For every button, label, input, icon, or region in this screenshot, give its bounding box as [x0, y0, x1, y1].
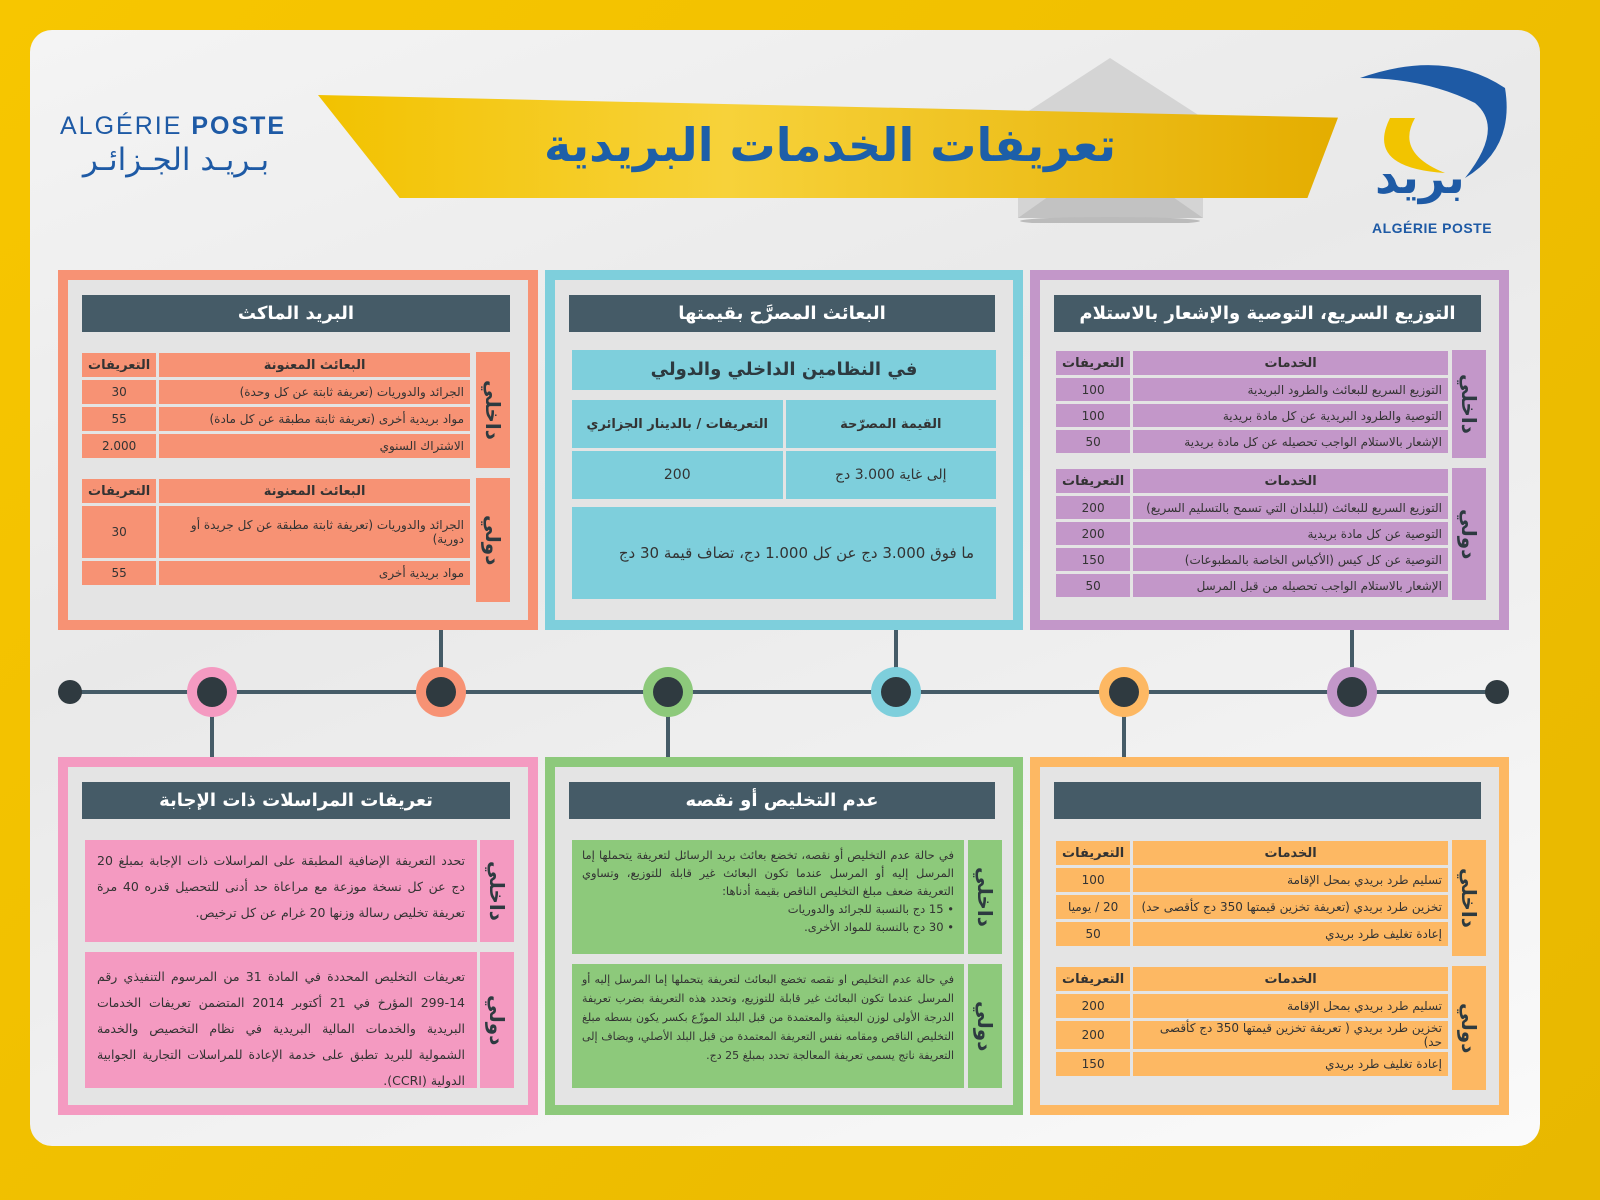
column-header-tariff: التعريفات — [1056, 351, 1130, 375]
label-domestic: داخلي — [1452, 840, 1486, 956]
tariff-cell: 20 / يوميا — [1056, 895, 1130, 919]
label-domestic: داخلي — [476, 352, 510, 468]
table-row — [1056, 868, 1448, 892]
table-row — [1056, 895, 1448, 919]
column-header-tariff: التعريفات — [82, 479, 156, 503]
tariff-cell: 50 — [1056, 922, 1130, 946]
panel-declared-value — [545, 270, 1023, 630]
timeline-node-green — [643, 667, 693, 717]
column-header-item: الخدمات — [1130, 351, 1448, 375]
tariff-table-international — [1056, 466, 1448, 600]
column-header-tariff: التعريفات — [82, 353, 156, 377]
panel-fast-delivery — [1030, 270, 1509, 630]
unpaid-domestic-text: في حالة عدم التخليص أو نقصه، تخضع بعائث بريد الرسائل لتعريفة يتحملها إما المرسل إليه أو المرسل عندما تكون البعائث غير قابلة للتوزيع، وتساوي التعريفة ضعف مبلغ التخليص الناقص بقيمة أدناها: — [582, 848, 954, 898]
service-cell: مواد بريدية أخرى — [156, 561, 470, 585]
table-row — [1056, 574, 1448, 597]
tariff-cell: 100 — [1056, 378, 1130, 401]
unpaid-item: • 15 دج بالنسبة للجرائد والدوريات — [787, 902, 954, 916]
tariff-cell: 50 — [1056, 430, 1130, 453]
panel-title: عدم التخليص أو نقصه — [569, 782, 995, 819]
label-international: دولي — [1452, 468, 1486, 600]
table-row — [1056, 1052, 1448, 1076]
label-international: دولي — [968, 964, 1002, 1088]
service-cell: إعادة تغليف طرد بريدي — [1130, 1052, 1448, 1076]
table-row — [1056, 994, 1448, 1018]
unpaid-international-text: في حالة عدم التخليص او نقصه تخضع البعائث لتعريفة يتحملها إما المرسل إليه أو المرسل عندما تكون البعائث غير قابلة للتوزيع، وتحدد هذه التعريفة بضرب تعريفة الدرجة الأولى لوزن البعيثة والمعتمدة من قبل البلد الموزّع بكسر يكون بسطه مبلغ التخليص الناقص ومقامه نفس التعريفة المعتمدة من قبل البلد الأصلي، ويضاف إلى التعريفة ناتج يسمى تعريفة المعالجة تحدد بمبلغ 25 دج. — [572, 964, 964, 1088]
algerie-poste-wordmark — [60, 112, 286, 141]
service-cell: تسليم طرد بريدي بمحل الإقامة — [1130, 868, 1448, 892]
column-header-declared-value: القيمة المصرّحة — [786, 400, 997, 448]
table-header-row — [1056, 351, 1448, 375]
tariff-cell: 200 — [572, 451, 783, 499]
panel-parcels — [1030, 757, 1509, 1115]
table-row — [1056, 404, 1448, 427]
panel-reply-mail — [58, 757, 538, 1115]
tariff-cell: 2.000 — [82, 434, 156, 458]
column-header-tariff: التعريفات — [1056, 841, 1130, 865]
table-row — [1056, 496, 1448, 519]
service-cell: تسليم طرد بريدي بمحل الإقامة — [1130, 994, 1448, 1018]
table-row — [1056, 1021, 1448, 1049]
table-row — [1056, 430, 1448, 453]
service-cell: مواد بريدية أخرى (تعريفة ثابتة مطبقة عن كل مادة) — [156, 407, 470, 431]
tariff-cell: 55 — [82, 407, 156, 431]
tariff-cell: 200 — [1056, 1021, 1130, 1049]
reply-mail-international-text: تعريفات التخليص المحددة في المادة 31 من المرسوم التنفيذي رقم 14-299 المؤرخ في 21 أكتوبر 2014 المتضمن تعريفات الخدمات البريدية والخدمات المالية البريدية في نظام التخصيص والخدمة الشمولية للبريد تطبق على خدمة الإعادة للمراسلات التجارية الجوابية الدولية (CCRI). — [85, 952, 477, 1088]
column-header-item: البعائث المعنونة — [156, 353, 470, 377]
service-cell: التوزيع السريع للبعائث والطرود البريدية — [1130, 378, 1448, 401]
tariff-cell: 150 — [1056, 1052, 1130, 1076]
column-header-item: الخدمات — [1130, 469, 1448, 493]
unpaid-item: • 30 دج بالنسبة للمواد الأخرى. — [804, 920, 954, 934]
table-row — [82, 506, 470, 558]
table-header-row — [1056, 469, 1448, 493]
tariff-cell: 30 — [82, 506, 156, 558]
table-row — [1056, 922, 1448, 946]
column-header-item: الخدمات — [1130, 841, 1448, 865]
table-row — [82, 561, 470, 585]
tariff-cell: 50 — [1056, 574, 1130, 597]
timeline-node-cyan — [871, 667, 921, 717]
tariff-cell: 200 — [1056, 522, 1130, 545]
tariff-table-domestic — [82, 350, 470, 461]
timeline-connector — [1122, 714, 1126, 757]
label-domestic: داخلي — [480, 840, 514, 942]
page-title: تعريفات الخدمات البريدية — [544, 118, 1116, 172]
panel-title: تعريفات المراسلات ذات الإجابة — [82, 782, 510, 819]
label-international: دولي — [480, 952, 514, 1088]
tariff-table-international — [1056, 964, 1448, 1079]
tariff-cell: 100 — [1056, 868, 1130, 892]
service-cell: التوصية والطرود البريدية عن كل مادة بريدية — [1130, 404, 1448, 427]
logo-text-fr: ALGÉRIE — [60, 112, 192, 140]
table-row — [1056, 378, 1448, 401]
table-row — [1056, 522, 1448, 545]
timeline-node-pink — [187, 667, 237, 717]
service-cell: الاشتراك السنوي — [156, 434, 470, 458]
tariff-table-international — [82, 476, 470, 588]
tariff-cell: 100 — [1056, 404, 1130, 427]
timeline-connector — [210, 714, 214, 757]
table-row — [82, 407, 470, 431]
tariff-table-domestic — [1056, 348, 1448, 456]
column-header-item: البعائث المعنونة — [156, 479, 470, 503]
unpaid-domestic — [572, 840, 964, 954]
timeline-line — [70, 690, 1498, 694]
table-row — [82, 434, 470, 458]
logo-text-ar: بـريـد الجـزائـر — [82, 142, 270, 178]
tariff-cell: 150 — [1056, 548, 1130, 571]
tariff-cell: 200 — [1056, 994, 1130, 1018]
panel-unpaid — [545, 757, 1023, 1115]
algerie-poste-logo — [1355, 58, 1515, 238]
table-header-row — [82, 353, 470, 377]
table-header-row — [1056, 967, 1448, 991]
timeline-connector — [439, 630, 443, 670]
label-domestic: داخلي — [968, 840, 1002, 954]
service-cell: الإشعار بالاستلام الواجب تحصيله من قبل المرسل — [1130, 574, 1448, 597]
column-header-tariff: التعريفات — [1056, 967, 1130, 991]
logo-text-fr-bold: POSTE — [191, 112, 287, 140]
timeline-end-dot — [1485, 680, 1509, 704]
column-header-tariff: التعريفات — [1056, 469, 1130, 493]
tariff-cell: 55 — [82, 561, 156, 585]
tariff-cell: 200 — [1056, 496, 1130, 519]
declared-value-cell: إلى غاية 3.000 دج — [786, 451, 997, 499]
reply-mail-domestic-text: تحدد التعريفة الإضافية المطبقة على المراسلات ذات الإجابة بمبلغ 20 دج عن كل نسخة موزعة مع مراعاة حد أدنى للتحصيل قدره 40 مرة تعريفة تخليص رسالة وزنها 20 غرام عن كل ترخيص. — [85, 840, 477, 942]
panel-express-mail — [58, 270, 538, 630]
table-row — [1056, 548, 1448, 571]
service-cell: الجرائد والدوريات (تعريفة ثابتة مطبقة عن كل جريدة أو دورية) — [156, 506, 470, 558]
panel-title — [1054, 782, 1481, 819]
column-header-tariff: التعريفات / بالدينار الجزائري — [572, 400, 783, 448]
logo-text-ar-right: بريد — [1375, 150, 1465, 204]
panel-subtitle: في النظامين الداخلي والدولي — [572, 350, 996, 390]
service-cell: تخزين طرد بريدي ( تعريفة تخزين قيمتها 350 دج كأقصى حد) — [1130, 1021, 1448, 1049]
service-cell: التوصية عن كل مادة بريدية — [1130, 522, 1448, 545]
timeline-node-purple — [1327, 667, 1377, 717]
logo-text-fr-right: ALGÉRIE POSTE — [1372, 220, 1493, 236]
label-international: دولي — [1452, 966, 1486, 1090]
service-cell: الجرائد والدوريات (تعريفة ثابتة عن كل وحدة) — [156, 380, 470, 404]
timeline-connector — [666, 714, 670, 757]
timeline-connector — [1350, 630, 1354, 670]
timeline-connector — [894, 630, 898, 670]
table-header-row — [1056, 841, 1448, 865]
tariff-cell: 30 — [82, 380, 156, 404]
label-domestic: داخلي — [1452, 350, 1486, 458]
service-cell: الإشعار بالاستلام الواجب تحصيله عن كل مادة بريدية — [1130, 430, 1448, 453]
service-cell: التوصية عن كل كيس (الأكياس الخاصة بالمطبوعات) — [1130, 548, 1448, 571]
timeline-node-salmon — [416, 667, 466, 717]
tariff-table-domestic — [1056, 838, 1448, 949]
panel-title: البعائث المصرَّح بقيمتها — [569, 295, 995, 332]
service-cell: إعادة تغليف طرد بريدي — [1130, 922, 1448, 946]
panel-title: التوزيع السريع، التوصية والإشعار بالاستلام — [1054, 295, 1481, 332]
service-cell: تخزين طرد بريدي (تعريفة تخزين قيمتها 350 دج كأقصى حد) — [1130, 895, 1448, 919]
table-header-row — [82, 479, 470, 503]
panel-title: البريد الماكث — [82, 295, 510, 332]
service-cell: التوزيع السريع للبعائث (للبلدان التي تسمح بالتسليم السريع) — [1130, 496, 1448, 519]
declared-value-note: ما فوق 3.000 دج عن كل 1.000 دج، تضاف قيمة 30 دج — [572, 507, 996, 599]
column-header-item: الخدمات — [1130, 967, 1448, 991]
table-row — [82, 380, 470, 404]
timeline-end-dot — [58, 680, 82, 704]
timeline-node-orange — [1099, 667, 1149, 717]
label-international: دولي — [476, 478, 510, 602]
